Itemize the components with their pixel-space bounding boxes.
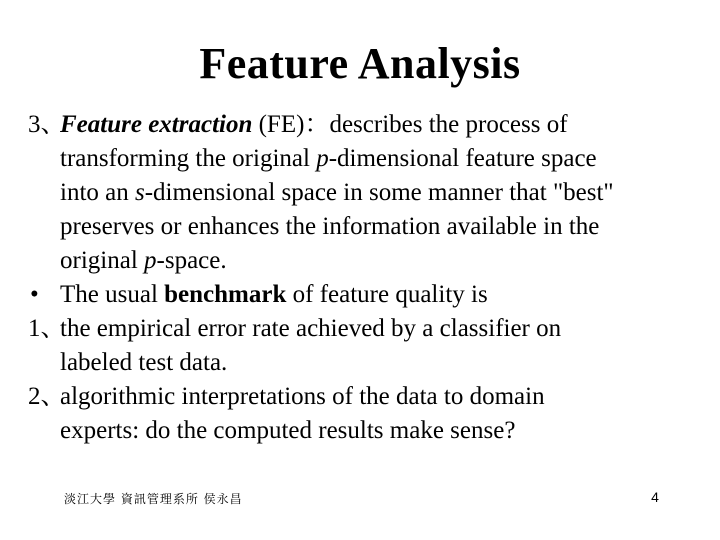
text-line: the empirical error rate achieved by a classifier on — [60, 315, 562, 342]
text-line: experts: do the computed results make sense? — [60, 417, 516, 444]
list-marker: 3、 — [28, 111, 66, 138]
text-segment: into an — [60, 179, 135, 206]
text-segment: transforming the original — [60, 145, 317, 172]
bullet-icon: • — [30, 281, 39, 308]
text-line: labeled test data. — [60, 349, 228, 376]
footer-credit: 淡江大學 資訊管理系所 侯永昌 — [64, 492, 243, 506]
text-line: algorithmic interpretations of the data to domain — [60, 383, 545, 410]
list-marker: 1、 — [28, 315, 66, 342]
text-segment: of feature quality is — [286, 281, 488, 308]
text-line — [60, 278, 688, 312]
variable-p: p — [316, 145, 329, 172]
text-line — [60, 244, 688, 278]
text-segment: -space. — [156, 247, 227, 274]
text-line — [60, 176, 688, 210]
term-feature-extraction: Feature extraction — [60, 111, 253, 138]
text-line — [60, 108, 688, 142]
text-line — [60, 142, 688, 176]
list-marker: 2、 — [28, 383, 66, 410]
text-segment: The usual — [60, 281, 165, 308]
text-segment: -dimensional feature space — [328, 145, 597, 172]
term-benchmark: benchmark — [164, 281, 287, 308]
slide-body — [28, 108, 688, 448]
page-number: 4 — [651, 489, 659, 505]
variable-s: s — [135, 179, 145, 206]
text-line: preserves or enhances the information available in the — [60, 213, 600, 240]
point-benchmark — [28, 278, 688, 312]
point-feature-extraction — [28, 108, 688, 278]
text-segment: -dimensional space in some manner that "best" — [144, 179, 614, 206]
text-segment: describes the process of — [329, 111, 568, 138]
point-interpretations — [28, 380, 688, 448]
text-segment: original — [60, 247, 145, 274]
separator: ： — [304, 111, 330, 138]
slide-title: Feature Analysis — [199, 39, 521, 88]
point-error-rate — [28, 312, 688, 380]
term-abbreviation: (FE) — [252, 111, 305, 138]
variable-p: p — [144, 247, 157, 274]
